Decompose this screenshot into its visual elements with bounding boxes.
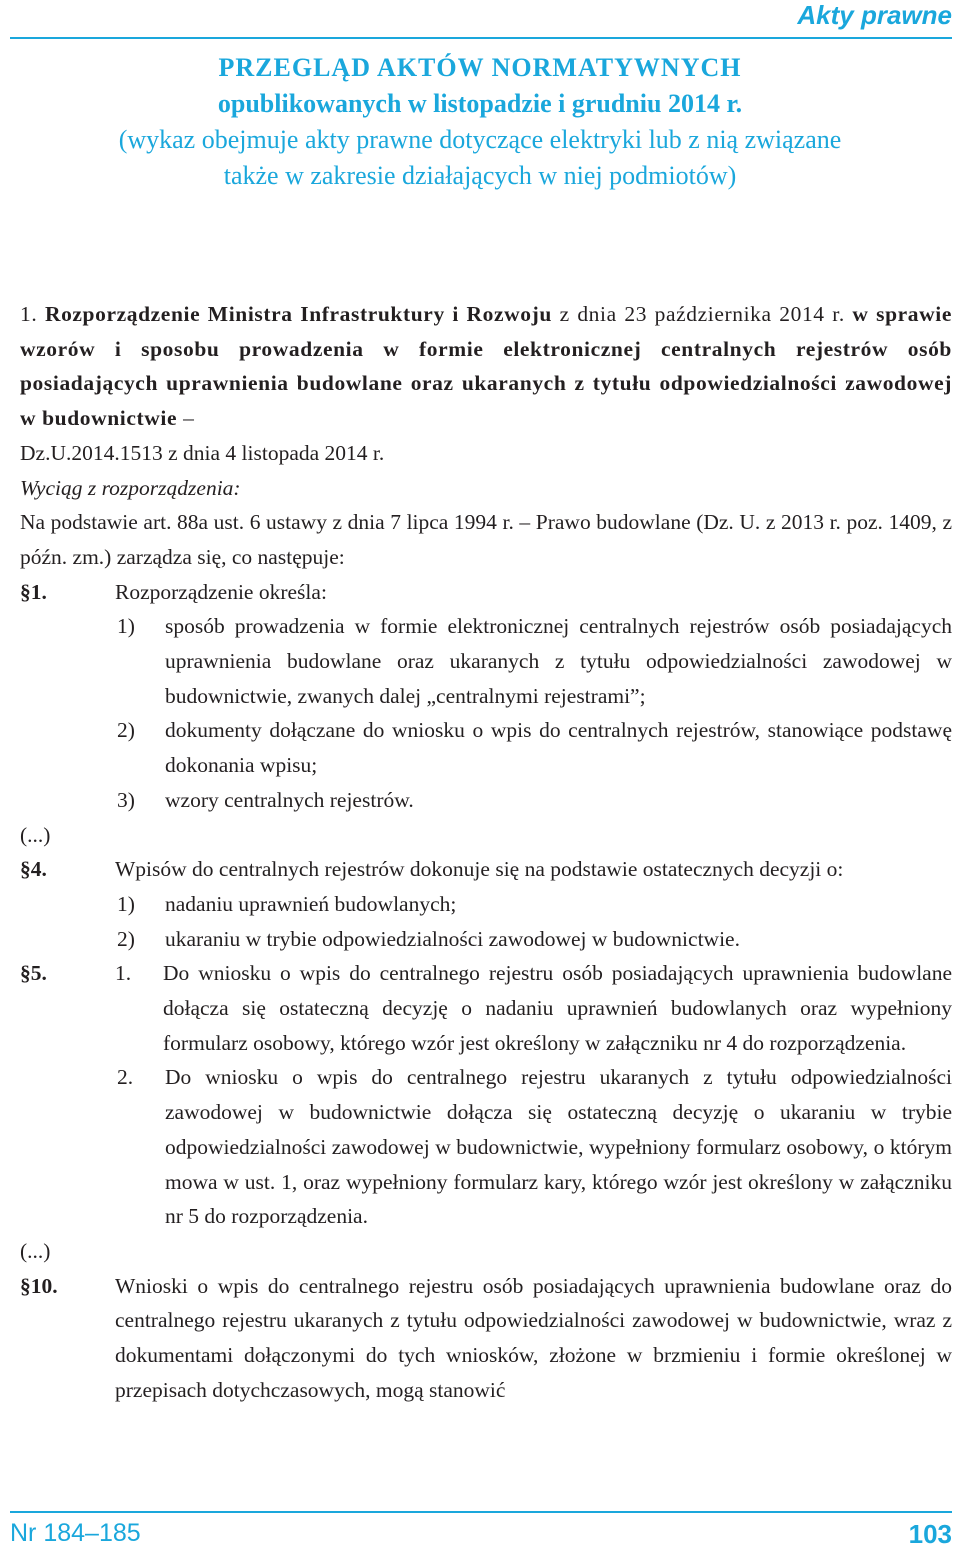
list-item bbox=[117, 1060, 952, 1234]
item-number: 1. bbox=[115, 961, 132, 986]
act-name: Rozporządzenie Ministra Infrastruktury i Rozwoju bbox=[44, 302, 552, 326]
list-item bbox=[117, 609, 952, 713]
omission-mark: (...) bbox=[20, 822, 51, 847]
paragraph-sign: §10. bbox=[20, 1273, 58, 1298]
legal-basis: Na podstawie art. 88a ust. 6 ustawy z dnia 7 lipca 1994 r. – Prawo budowlane (Dz. U. z 2013 r. poz. 1409, z późn. zm.) zarządza się, co następuje: bbox=[20, 510, 952, 569]
item-text: wzory centralnych rejestrów. bbox=[165, 787, 414, 812]
journal-reference: Dz.U.2014.1513 z dnia 4 listopada 2014 r. bbox=[20, 440, 385, 465]
paragraph-sign: §4. bbox=[20, 857, 47, 882]
paragraph-lead: Rozporządzenie określa: bbox=[115, 579, 327, 604]
article-intro bbox=[20, 297, 952, 436]
item-number: 2) bbox=[117, 926, 135, 951]
review-scope-line2: także w zakresie działających w niej podmiotów) bbox=[223, 161, 737, 190]
paragraph-10 bbox=[20, 1269, 952, 1408]
act-subject: w sprawie wzorów i sposobu prowadzenia w formie elektronicznej centralnych rejestrów osób posiadających uprawnienia budowlane oraz ukaranych z tytułu odpowiedzialności zawodowej w budownictwie bbox=[20, 302, 953, 431]
header-rule bbox=[10, 37, 952, 39]
paragraph-text: Wnioski o wpis do centralnego rejestru osób posiadających uprawnienia budowlane oraz do centralnego rejestru ukaranych z tytułu odpowiedzialności zawodowej w budownictwie, wraz z dokumentami dołączonymi do tych wniosków, złożone w brzmieniu i formie określonej w przepisach dotychczasowych, mogą stanowić bbox=[115, 1273, 952, 1402]
list-item bbox=[117, 922, 952, 957]
item-text: ukaraniu w trybie odpowiedzialności zawodowej w budownictwie. bbox=[165, 926, 740, 951]
page-number: 103 bbox=[908, 1519, 952, 1549]
item-text: nadaniu uprawnień budowlanych; bbox=[165, 891, 457, 916]
section-label: Akty prawne bbox=[797, 0, 952, 30]
list-item bbox=[117, 713, 952, 782]
item-text: Do wniosku o wpis do centralnego rejestru osób posiadających uprawnienia budowlane dołącza się ostateczną decyzję o nadaniu uprawnień budowlanych oraz wypełniony formularz osobowy, którego wzór jest określony w załączniku nr 4 do rozporządzenia. bbox=[163, 961, 952, 1055]
act-date: z dnia 23 października 2014 r. bbox=[559, 302, 845, 326]
list-item bbox=[117, 783, 952, 818]
item-number: 1) bbox=[117, 614, 135, 639]
issue-number: Nr 184–185 bbox=[10, 1519, 141, 1547]
item-text: dokumenty dołączane do wniosku o wpis do centralnych rejestrów, stanowiące podstawę dokonania wpisu; bbox=[165, 718, 952, 778]
review-header bbox=[0, 50, 960, 194]
item-text: Do wniosku o wpis do centralnego rejestru ukaranych z tytułu odpowiedzialności zawodowej w budownictwie dołącza się ostateczną decyzję o ukaraniu w trybie odpowiedzialności zawodowej w budownictwie, wypełniony formularz osobowy, o którym mowa w ust. 1, oraz wypełniony formularz kary, którego wzór jest określony w załączniku nr 5 do rozporządzenia. bbox=[165, 1065, 952, 1229]
article bbox=[20, 297, 952, 1408]
paragraph-sign: §1. bbox=[20, 579, 47, 604]
item-number: 2. bbox=[117, 1065, 134, 1090]
paragraph-1 bbox=[20, 575, 952, 610]
review-title: PRZEGLĄD AKTÓW NORMATYWNYCH bbox=[218, 53, 742, 82]
item-text: sposób prowadzenia w formie elektronicznej centralnych rejestrów osób posiadających uprawnienia budowlane oraz ukaranych z tytułu odpowiedzialności zawodowej w budownictwie, zwanych dalej „centralnymi rejestrami”; bbox=[165, 614, 952, 708]
paragraph-lead: Wpisów do centralnych rejestrów dokonuje się na podstawie ostatecznych decyzji o: bbox=[115, 857, 844, 882]
footer-rule bbox=[10, 1511, 952, 1513]
review-subtitle: opublikowanych w listopadzie i grudniu 2014 r. bbox=[217, 89, 743, 118]
item-number: 2) bbox=[117, 718, 135, 743]
omission-mark: (...) bbox=[20, 1238, 51, 1263]
article-number: 1. bbox=[20, 302, 38, 326]
paragraph-sign: §5. bbox=[20, 961, 47, 986]
list-item bbox=[117, 887, 952, 922]
paragraph-4 bbox=[20, 852, 952, 887]
excerpt-title: Wyciąg z rozporządzenia: bbox=[20, 475, 241, 500]
item-number: 1) bbox=[117, 891, 135, 916]
dash: – bbox=[183, 406, 195, 431]
review-scope-line1: (wykaz obejmuje akty prawne dotyczące elektryki lub z nią związane bbox=[118, 125, 842, 154]
item-number: 3) bbox=[117, 787, 135, 812]
paragraph-5 bbox=[20, 956, 952, 1060]
